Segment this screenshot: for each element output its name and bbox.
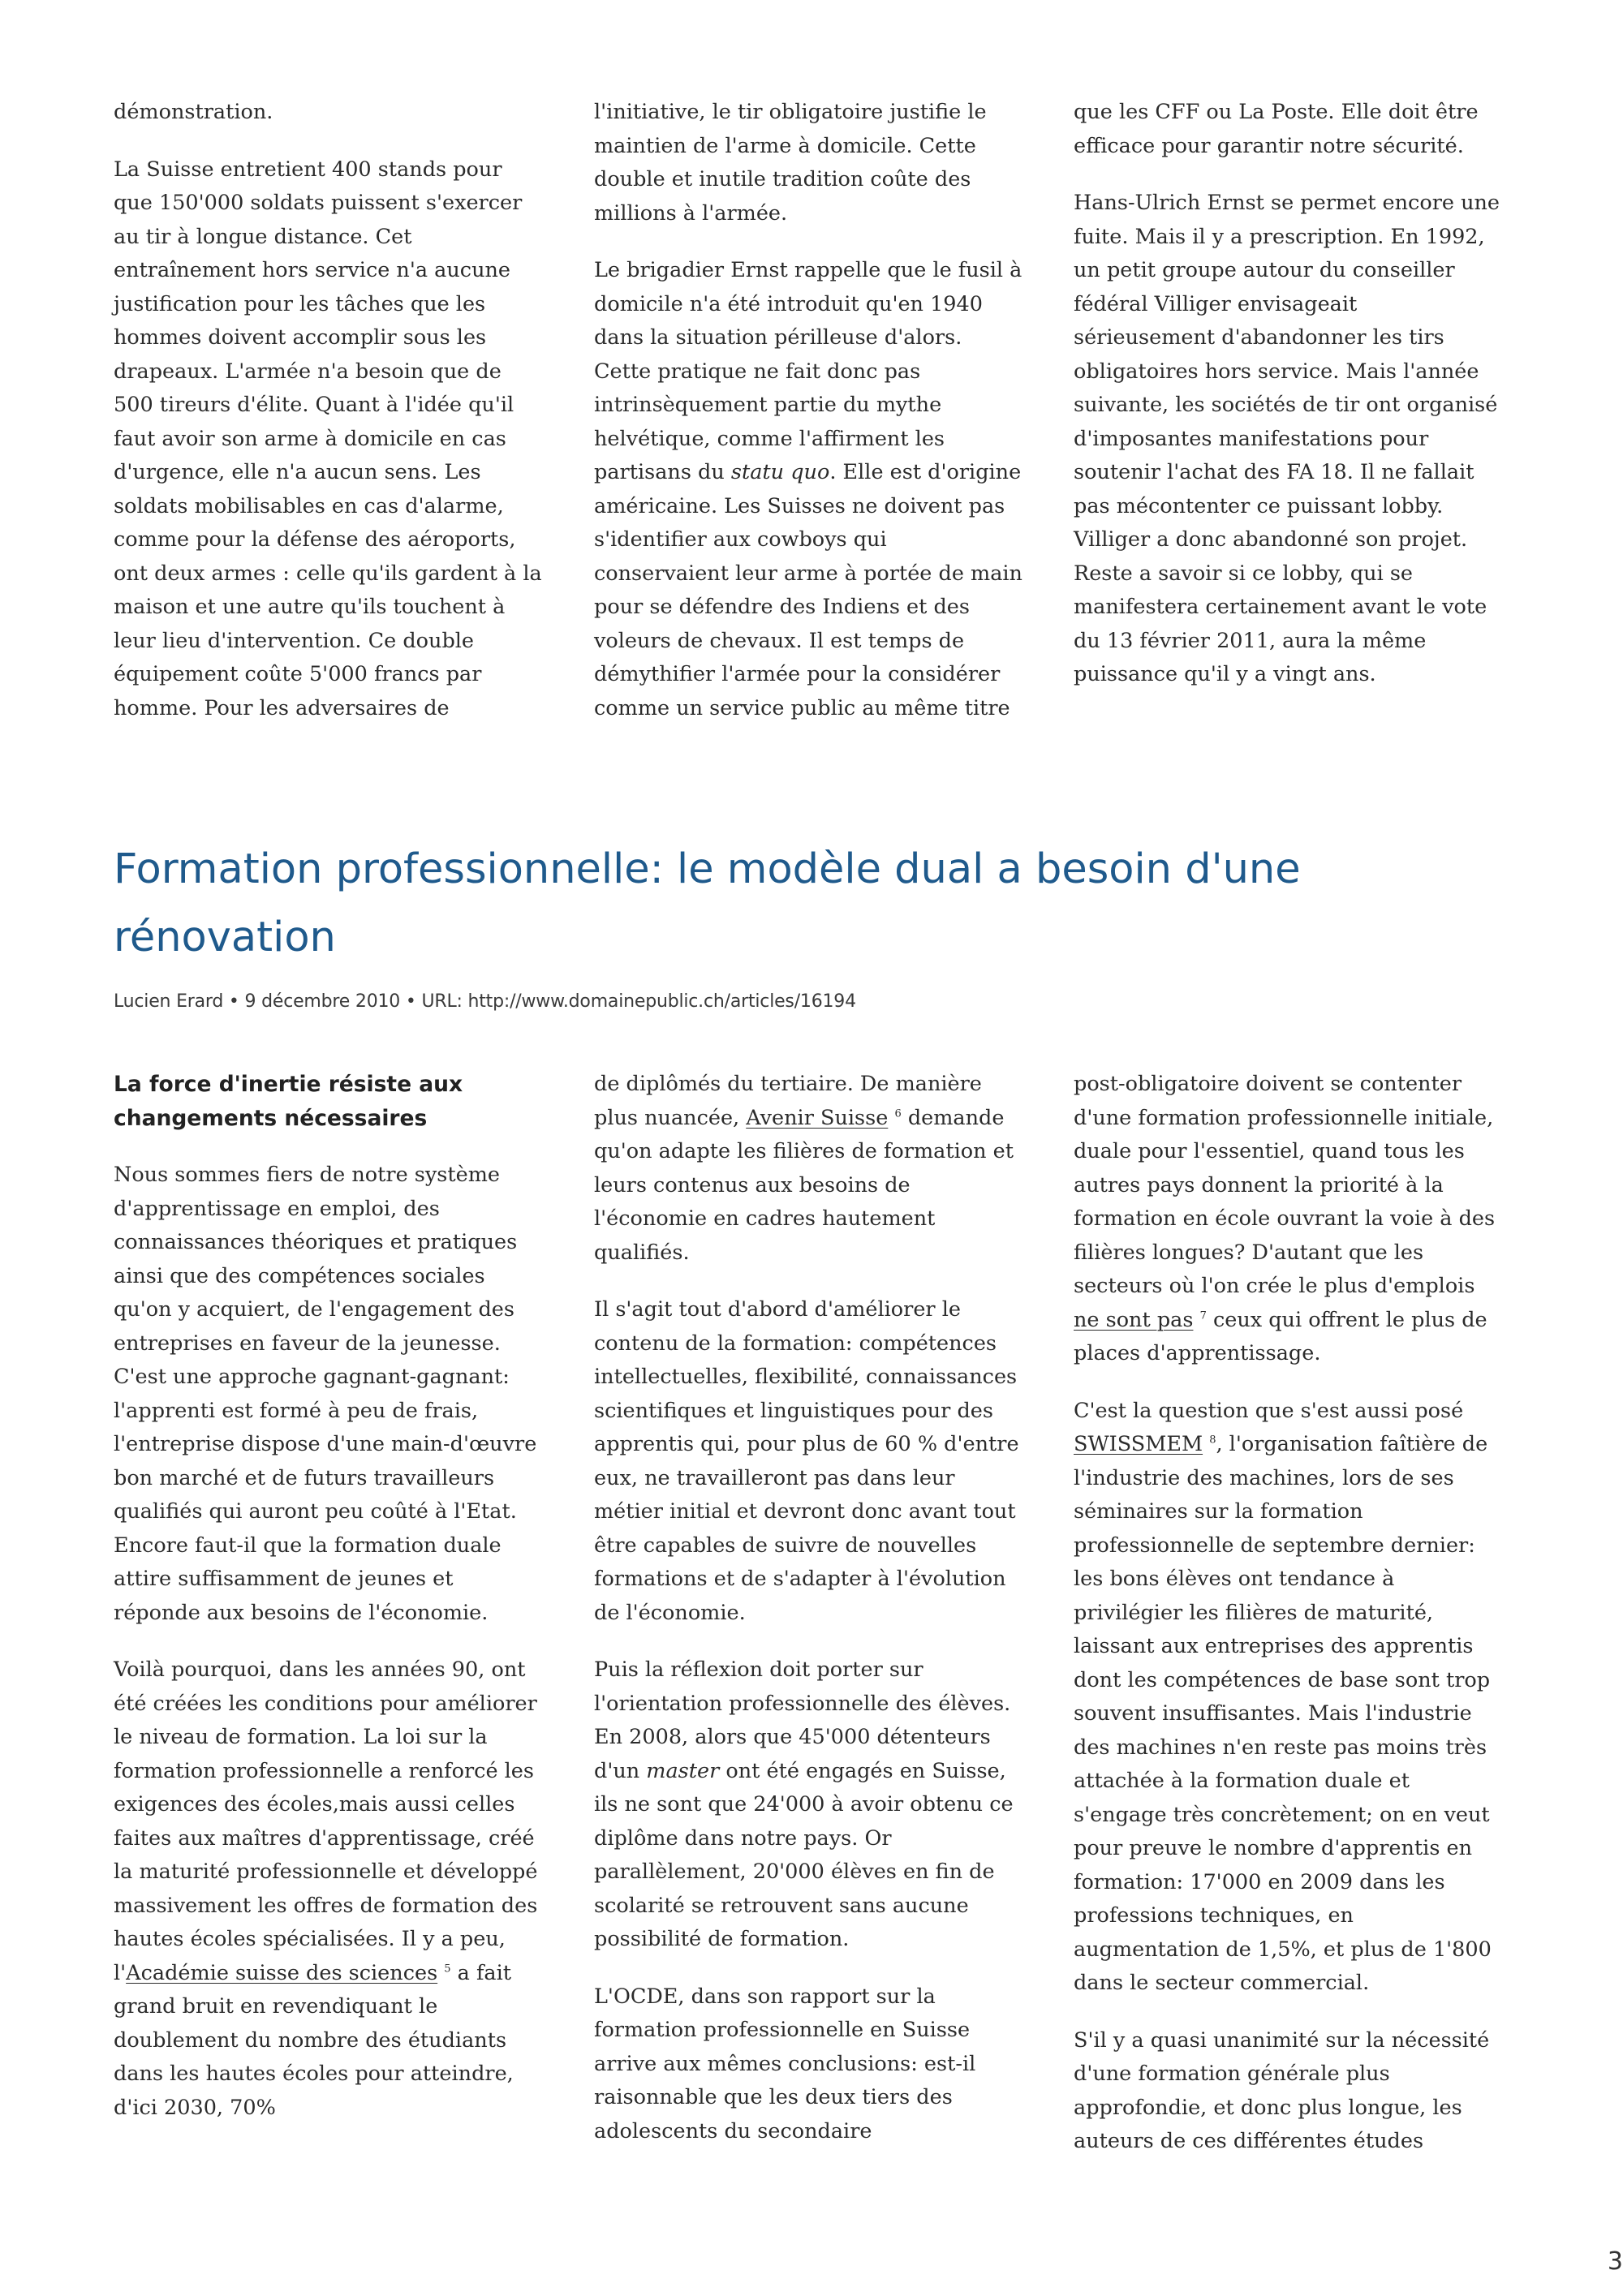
paragraph: de diplômés du tertiaire. De manière plus nuancée, Avenir Suisse $^6$ demande qu'on adapte les filières de formation et leurs contenus aux besoins de l'économie en cadres hautement qualifiés. [594, 1072, 1014, 1265]
footnote-ref: 5 [444, 1963, 451, 1975]
paragraph: Le brigadier Ernst rappelle que le fusil à domicile n'a été introduit qu'en 1940 dans la situation périlleuse d'alors. Cette pratique ne fait donc pas intrinsèquement partie du mythe helvétique, comme l'affirment les partisans du statu quo. Elle est d'origine américaine. Les Suisses ne doivent pas s'identifier aux cowboys qui conservaient leur arme à portée de main pour se défendre des Indiens et des voleurs de chevaux. Il est temps de démythifier l'armée pour la considérer comme un service public au même titre [594, 258, 1022, 720]
paragraph: Voilà pourquoi, dans les années 90, ont été créées les conditions pour améliorer le niveau de formation. La loi sur la formation professionnelle a renforcé les exigences des écoles,mais aussi celles faites aux maîtres d'apprentissage, créé la maturité professionnelle et développé massivement les offres de formation des hautes écoles spécialisées. Il y a peu, l'Académie suisse des sciences $^5$ a fait grand bruit en revendiquant le doublement du nombre des étudiants dans les hautes écoles pour atteindre, d'ici 2030, 70% [114, 1658, 538, 2120]
footnote-ref: 7 [1199, 1309, 1207, 1322]
link-academie-suisse-des-sciences[interactable]: Académie suisse des sciences [126, 1960, 438, 1985]
paragraph: Il s'agit tout d'abord d'améliorer le contenu de la formation: compétences intellectuelles, flexibilité, connaissances scientifiques et linguistiques pour des apprentis qui, pour plus de 60 % d'entre eux, ne travailleront pas dans leur métier initial et devront donc avant tout être capables de suivre de nouvelles formations et de s'adapter à l'évolution de l'économie. [594, 1297, 1019, 1625]
paragraph: Puis la réflexion doit porter sur l'orientation professionnelle des élèves. En 2008, alors que 45'000 détenteurs d'un master ont été engagés en Suisse, ils ne sont que 24'000 à avoir obtenu ce diplôme dans notre pays. Or parallèlement, 20'000 élèves en fin de scolarité se retrouvent sans aucune possibilité de formation. [594, 1658, 1014, 1951]
paragraph: S'il y a quasi unanimité sur la nécessité d'une formation générale plus approfondie, et donc plus longue, les auteurs de ces différentes études [1074, 2027, 1490, 2153]
top-article-column-1 [114, 96, 544, 725]
link-avenir-suisse[interactable]: Avenir Suisse [746, 1105, 889, 1130]
article-column-1 [114, 1068, 544, 2125]
article-byline: Lucien Erard • 9 décembre 2010 • URL: http://www.domainepublic.ch/articles/16194 [114, 991, 856, 1012]
page-number: 3 [1607, 2247, 1623, 2276]
link-swissmem[interactable]: SWISSMEM [1074, 1432, 1203, 1456]
emphasis: master [646, 1758, 720, 1783]
article-subheading: La force d'inertie résiste aux changements nécessaires [114, 1072, 463, 1131]
paragraph: Hans-Ulrich Ernst se permet encore une fuite. Mais il y a prescription. En 1992, un petit groupe autour du conseiller fédéral Villiger envisageait sérieusement d'abandonner les tirs obligatoires hors service. Mais l'année suivante, les sociétés de tir ont organisé d'imposantes manifestations pour soutenir l'achat des FA 18. Il ne fallait pas mécontenter ce puissant lobby. Villiger a donc abandonné son projet. Reste a savoir si ce lobby, qui se manifestera certainement avant le vote du 13 février 2011, aura la même puissance qu'il y a vingt ans. [1074, 191, 1500, 686]
footnote-ref: 8 [1209, 1434, 1216, 1447]
paragraph: Nous sommes fiers de notre système d'apprentissage en emploi, des connaissances théoriques et pratiques ainsi que des compétences sociales qu'on y acquiert, de l'engagement des entreprises en faveur de la jeunesse. C'est une approche gagnant-gagnant: l'apprenti est formé à peu de frais, l'entreprise dispose d'une main-d'œuvre bon marché et de futurs travailleurs qualifiés qui auront peu coûté à l'Etat. Encore faut-il que la formation duale attire suffisamment de jeunes et réponde aux besoins de l'économie. [114, 1163, 537, 1625]
top-article-column-3 [1074, 96, 1504, 692]
top-article-column-2 [594, 96, 1024, 725]
article-column-2 [594, 1068, 1024, 2148]
paragraph: démonstration. [114, 100, 273, 124]
paragraph: post-obligatoire doivent se contenter d'une formation professionnelle initiale, duale pour l'essentiel, quand tous les autres pays donnent la priorité à la formation en école ouvrant la voie à des filières longues? D'autant que les secteurs où l'on crée le plus d'emplois ne sont pas $^7$ ceux qui offrent le plus de places d'apprentissage. [1074, 1072, 1496, 1365]
paragraph: l'initiative, le tir obligatoire justifie le maintien de l'arme à domicile. Cette double et inutile tradition coûte des millions à l'armée. [594, 100, 987, 226]
paragraph: La Suisse entretient 400 stands pour que 150'000 soldats puissent s'exercer au tir à longue distance. Cet entraînement hors service n'a aucune justification pour les tâches que les hommes doivent accomplir sous les drapeaux. L'armée n'a besoin que de 500 tireurs d'élite. Quant à l'idée qu'il faut avoir son arme à domicile en cas d'urgence, elle n'a aucun sens. Les soldats mobilisables en cas d'alarme, comme pour la défense des aéroports, ont deux armes : celle qu'ils gardent à la maison et une autre qu'ils touchent à leur lieu d'intervention. Ce double équipement coûte 5'000 francs par homme. Pour les adversaires de [114, 157, 542, 720]
paragraph: C'est la question que s'est aussi posé SWISSMEM $^8$, l'organisation faîtière de l'industrie des machines, lors de ses séminaires sur la formation professionnelle de septembre dernier: les bons élèves ont tendance à privilégier les filières de maturité, laissant aux entreprises des apprentis dont les compétences de base sont trop souvent insuffisantes. Mais l'industrie des machines n'en reste pas moins très attachée à la formation duale et s'engage très concrètement; on en veut pour preuve le nombre d'apprentis en formation: 17'000 en 2009 dans les professions techniques, en augmentation de 1,5%, et plus de 1'800 dans le secteur commercial. [1074, 1398, 1492, 1995]
emphasis: statu quo [730, 460, 830, 484]
article-column-3 [1074, 1068, 1504, 2159]
footnote-ref: 6 [894, 1107, 902, 1120]
paragraph: que les CFF ou La Poste. Elle doit être efficace pour garantir notre sécurité. [1074, 100, 1479, 158]
article-title: Formation professionnelle: le modèle dual a besoin d'une rénovation [114, 845, 1301, 961]
link-ne-sont-pas[interactable]: ne sont pas [1074, 1307, 1194, 1332]
paragraph: L'OCDE, dans son rapport sur la formation professionnelle en Suisse arrive aux mêmes conclusions: est-il raisonnable que les deux tiers des adolescents du secondaire [594, 1984, 976, 2143]
